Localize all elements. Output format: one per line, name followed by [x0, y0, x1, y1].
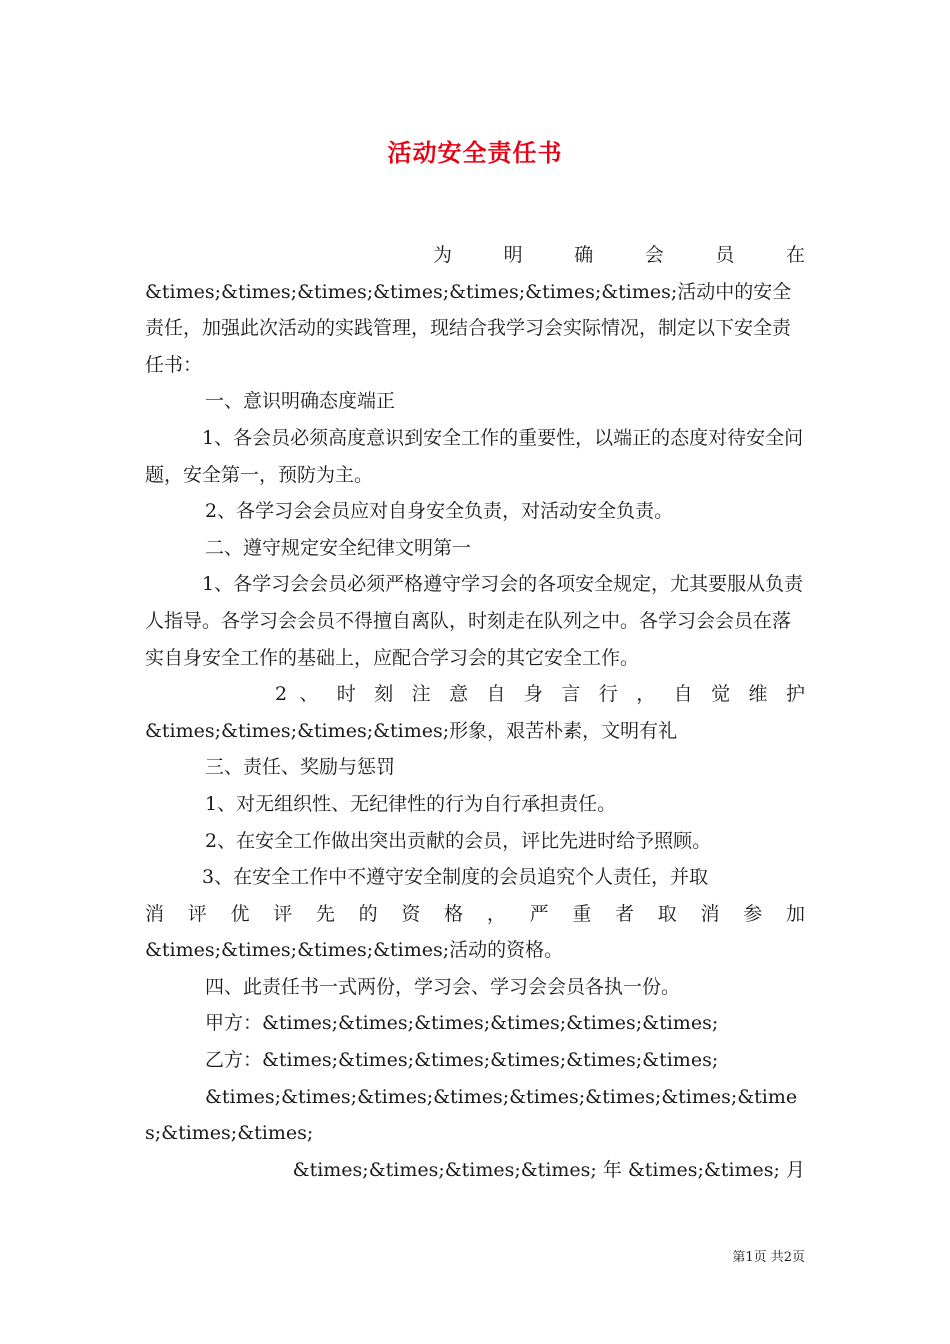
paragraph-1-1: 1、各会员必须高度意识到安全工作的重要性，以端正的态度对待安全问题，安全第一，预防为主。 — [145, 426, 804, 486]
paragraph-3-3-line1: 3、在安全工作中不遵守安全制度的会员追究个人责任，并取 — [202, 866, 709, 889]
heading-1: 一、意识明确态度端正 — [205, 390, 396, 413]
date-line: &times;&times;&times;&times; 年 &times;&times; 月 — [292, 1158, 805, 1181]
page-number: 第1页 共2页 — [732, 1250, 805, 1265]
heading-3: 三、责任、奖励与惩罚 — [205, 756, 396, 779]
paragraph-2-2-line2: &times;&times;&times;&times;形象，艰苦朴素，文明有礼 — [145, 719, 678, 742]
paragraph-1-2: 2、各学习会会员应对自身安全负责，对活动安全负责。 — [205, 500, 674, 523]
paragraph-3-3-line3: &times;&times;&times;&times;活动的资格。 — [145, 939, 564, 962]
paragraph-intro: &times;&times;&times;&times;&times;&times;&times;活动中的安全责任，加强此次活动的实践管理，现结合我学习会实际情况，制定以下安全责任书： — [145, 280, 792, 376]
document-body — [145, 237, 805, 1188]
party-b: 乙方：&times;&times;&times;&times;&times;&times; — [205, 1049, 719, 1072]
heading-2: 二、遵守规定安全纪律文明第一 — [205, 536, 472, 559]
heading-4: 四、此责任书一式两份，学习会、学习会会员各执一份。 — [205, 975, 681, 998]
paragraph-3-1: 1、对无组织性、无纪律性的行为自行承担责任。 — [205, 792, 617, 815]
signature-line: &times;&times;&times;&times;&times;&times;&times;&times;&times;&times; — [145, 1085, 798, 1145]
paragraph-2-2-line1: 2 、 时 刻 注 意 自 身 言 行 ， 自 觉 维 护 — [275, 683, 805, 706]
paragraph-intro-line1: 为 明 确 会 员 在 — [433, 244, 805, 266]
document-title: 活动安全责任书 — [387, 138, 563, 167]
paragraph-3-2: 2、在安全工作做出突出贡献的会员，评比先进时给予照顾。 — [205, 829, 712, 852]
paragraph-2-1: 1、各学习会会员必须严格遵守学习会的各项安全规定，尤其要服从负责人指导。各学习会会员不得擅自离队，时刻走在队列之中。各学习会会员在落实自身安全工作的基础上，应配合学习会的其它安全工作。 — [145, 573, 804, 669]
party-a: 甲方：&times;&times;&times;&times;&times;&times; — [205, 1012, 719, 1035]
paragraph-3-3-line2: 消 评 优 评 先 的 资 格 ， 严 重 者 取 消 参 加 — [145, 902, 805, 925]
